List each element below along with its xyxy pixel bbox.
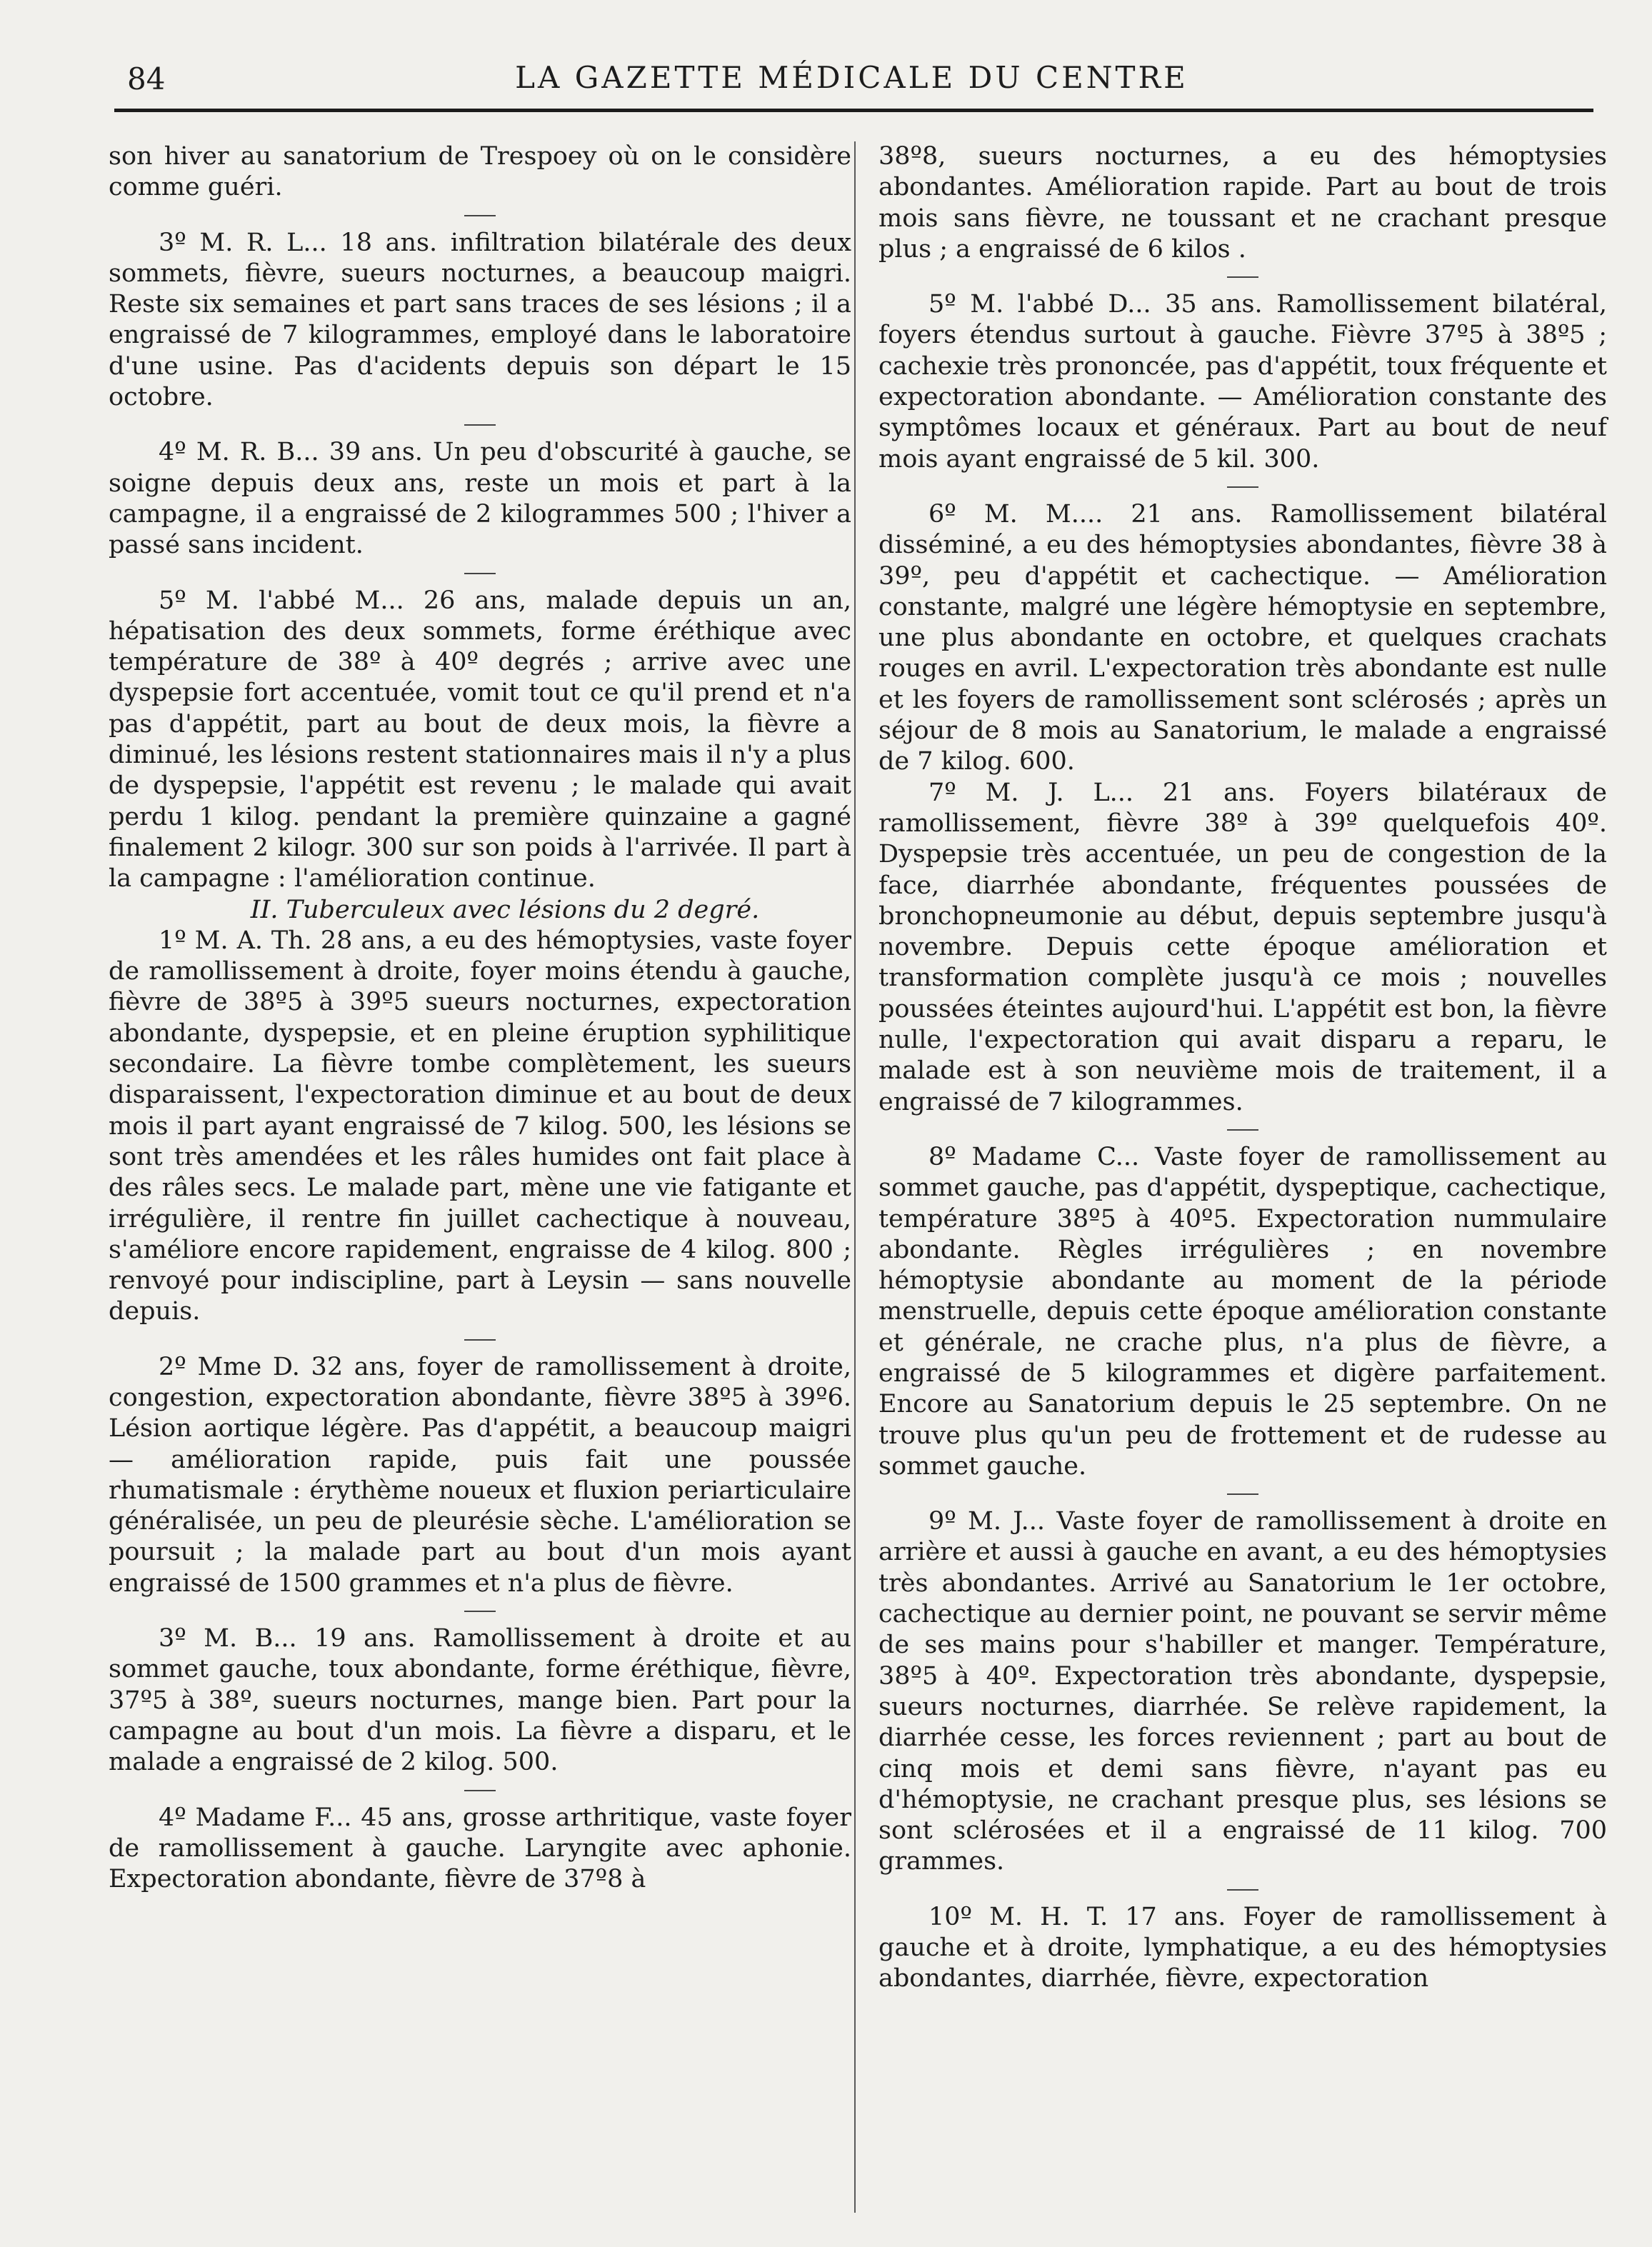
paragraph: 1º M. A. Th. 28 ans, a eu des hémoptysies, vaste foyer de ramollissement à droite, foyer moins étendu à gauche, fièvre de 38º5 à 39º5 sueurs nocturnes, expectoration abondante, dyspepsie, et en pleine éruption syphilitique secondaire. La fièvre tombe complètement, les sueurs disparaissent, l'expectoration diminue et au bout de deux mois il part ayant engraissé de 7 kilog. 500, les lésions se sont très amendées et les râles humides ont fait place à des râles secs. Le malade part, mène une vie fatigante et irrégulière, il rentre fin juillet cachectique à nouveau, s'améliore encore rapidement, engraisse de 4 kilog. 800 ; renvoyé pour indiscipline, part à Leysin — sans nouvelle depuis.: [109, 926, 851, 1326]
column-divider: [854, 141, 856, 2213]
separator-dash: [464, 573, 496, 574]
paragraph: 8º Madame C... Vaste foyer de ramollissement au sommet gauche, pas d'appétit, dyspeptique, cachectique, température 38º5 à 40º5. Expectoration nummulaire abondante. Règles irrégulières ; en novembre hémoptysie abondante au moment de la période menstruelle, depuis cette époque amélioration constante et générale, ne crache plus, n'a plus de fièvre, a engraissé de 5 kilogrammes et digère parfaitement. Encore au Sanatorium depuis le 25 septembre. On ne trouve plus qu'un peu de frottement et de rudesse au sommet gauche.: [878, 1142, 1607, 1481]
separator-dash: [1227, 1889, 1258, 1891]
paragraph: 9º M. J... Vaste foyer de ramollissement à droite en arrière et aussi à gauche en avant, a eu des hémoptysies très abondantes. Arrivé au Sanatorium le 1er octobre, cachectique au dernier point, ne pouvant se servir même de ses mains pour s'habiller et manger. Température, 38º5 à 40º. Expectoration très abondante, dyspepsie, sueurs nocturnes, diarrhée. Se relève rapidement, la diarrhée cesse, les forces reviennent ; part au bout de cinq mois et demi sans fièvre, n'ayant pas eu d'hémoptysie, ne crachant presque plus, ses lésions se sont sclérosées et il a engraissé de 11 kilog. 700 grammes.: [878, 1507, 1607, 1876]
paragraph: 6º M. M.... 21 ans. Ramollissement bilatéral disséminé, a eu des hémoptysies abondantes, fièvre 38 à 39º, peu d'appétit et cachectique. — Amélioration constante, malgré une légère hémoptysie en septembre, une plus abondante en octobre, et quelques crachats rouges en avril. L'expectoration très abondante est nulle et les foyers de ramollissement sont sclérosés ; après un séjour de 8 mois au Sanatorium, le malade a engraissé de 7 kilog. 600.: [878, 499, 1607, 776]
header-rule: [114, 109, 1593, 112]
paragraph: 3º M. R. L... 18 ans. infiltration bilatérale des deux sommets, fièvre, sueurs nocturnes, a beaucoup maigri. Reste six semaines et part sans traces de ses lésions ; il a engraissé de 7 kilogrammes, employé dans le laboratoire d'une usine. Pas d'acidents depuis son départ le 15 octobre.: [109, 228, 851, 412]
paragraph: 4º Madame F... 45 ans, grosse arthritique, vaste foyer de ramollissement à gauche. Laryngite avec aphonie. Expectoration abondante, fièvre de 37º8 à: [109, 1803, 851, 1894]
paragraph: 2º Mme D. 32 ans, foyer de ramollissement à droite, congestion, expectoration abondante, fièvre 38º5 à 39º6. Lésion aortique légère. Pas d'appétit, a beaucoup maigri — amélioration rapide, puis fait une poussée rhumatismale : érythème noueux et fluxion periarticulaire généralisée, un peu de pleurésie sèche. L'amélioration se poursuit ; la malade part au bout d'un mois ayant engraissé de 1500 grammes et n'a plus de fièvre.: [109, 1352, 851, 1598]
paragraph: 3º M. B... 19 ans. Ramollissement à droite et au sommet gauche, toux abondante, forme éréthique, fièvre, 37º5 à 38º, sueurs nocturnes, mange bien. Part pour la campagne au bout d'un mois. La fièvre a disparu, et le malade a engraissé de 2 kilog. 500.: [109, 1624, 851, 1777]
page-number: 84: [127, 61, 166, 96]
journal-title: LA GAZETTE MÉDICALE DU CENTRE: [515, 60, 1188, 95]
separator-dash: [464, 1339, 496, 1341]
paragraph: 38º8, sueurs nocturnes, a eu des hémoptysies abondantes. Amélioration rapide. Part au bout de trois mois sans fièvre, ne toussant et ne crachant presque plus ; a engraissé de 6 kilos .: [878, 142, 1607, 264]
right-column: [878, 141, 1607, 1995]
paragraph: 5º M. l'abbé D... 35 ans. Ramollissement bilatéral, foyers étendus surtout à gauche. Fièvre 37º5 à 38º5 ; cachexie très prononcée, pas d'appétit, toux fréquente et expectoration abondante. — Amélioration constante des symptômes locaux et généraux. Part au bout de neuf mois ayant engraissé de 5 kil. 300.: [878, 290, 1607, 474]
paragraph: 4º M. R. B... 39 ans. Un peu d'obscurité à gauche, se soigne depuis deux ans, reste un mois et part à la campagne, il a engraissé de 2 kilogrammes 500 ; l'hiver a passé sans incident.: [109, 438, 851, 560]
left-column: [109, 141, 851, 1895]
paragraph: 10º M. H. T. 17 ans. Foyer de ramollissement à gauche et à droite, lymphatique, a eu des hémoptysies abondantes, diarrhée, fièvre, expectoration: [878, 1902, 1607, 1993]
separator-dash: [464, 424, 496, 426]
paragraph: son hiver au sanatorium de Trespoey où on le considère comme guéri.: [109, 142, 851, 202]
paragraph: 5º M. l'abbé M... 26 ans, malade depuis un an, hépatisation des deux sommets, forme éréthique avec température de 38º à 40º degrés ; arrive avec une dyspepsie fort accentuée, vomit tout ce qu'il prend et n'a pas d'appétit, part au bout de deux mois, la fièvre a diminué, les lésions restent stationnaires mais il n'y a plus de dyspepsie, l'appétit est revenu ; le malade qui avait perdu 1 kilog. pendant la première quinzaine a gagné finalement 2 kilogr. 300 sur son poids à l'arrivée. Il part à la campagne : l'amélioration continue.: [109, 586, 851, 894]
separator-dash: [464, 1790, 496, 1791]
separator-dash: [464, 215, 496, 216]
section-heading: II. Tuberculeux avec lésions du 2 degré.: [250, 895, 760, 924]
separator-dash: [1227, 1493, 1258, 1495]
separator-dash: [1227, 486, 1258, 488]
paragraph: 7º M. J. L... 21 ans. Foyers bilatéraux de ramollissement, fièvre 38º à 39º quelquefois 40º. Dyspepsie très accentuée, un peu de congestion de la face, diarrhée abondante, fréquentes poussées de bronchopneumonie au début, depuis septembre jusqu'à novembre. Depuis cette époque amélioration et transformation complète jusqu'à ce mois ; nouvelles poussées éteintes aujourd'hui. L'appétit est bon, la fièvre nulle, l'expectoration qui avait disparu a reparu, le malade est à son neuvième mois de traitement, il a engraissé de 7 kilogrammes.: [878, 778, 1607, 1116]
separator-dash: [464, 1611, 496, 1612]
separator-dash: [1227, 1129, 1258, 1131]
page-header: [114, 57, 1589, 107]
separator-dash: [1227, 276, 1258, 278]
